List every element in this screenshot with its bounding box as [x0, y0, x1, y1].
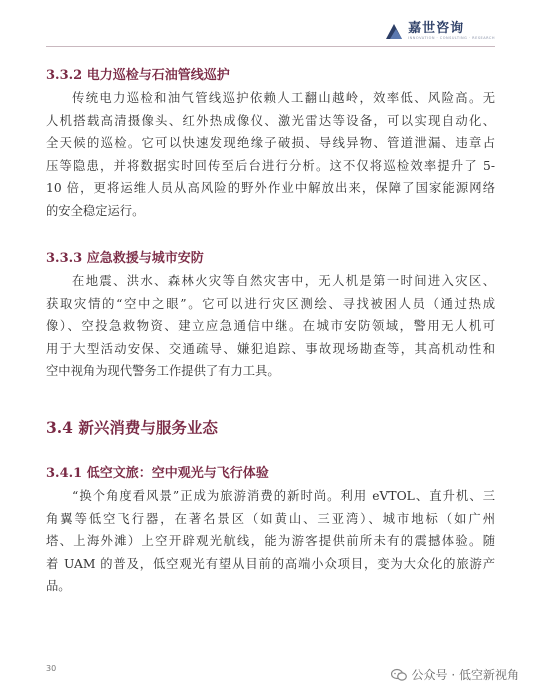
- text-line: 角翼等低空飞行器，在著名景区（如黄山、三亚湾）、城市地标（如广州: [46, 511, 495, 526]
- text-line: 用于大型活动安保、交通疏导、嫌犯追踪、事故现场勘查等，其高机动性和: [46, 341, 495, 356]
- text-line: 全天候的巡检。它可以快速发现绝缘子破损、导线异物、管道泄漏、违章占: [46, 136, 495, 151]
- logo-mark-icon: [385, 22, 403, 40]
- text-line: “换个角度看风景”正成为旅游消费的新时尚。利用 eVTOL、直升机、三: [72, 489, 495, 503]
- wechat-icon: [391, 668, 407, 682]
- text-line: 获取灾情的“空中之眼”。它可以进行灾区测绘、寻找被困人员（通过热成: [46, 296, 495, 311]
- header-divider: [46, 46, 495, 47]
- section-heading-3-4-1: 3.4.1 低空文旅：空中观光与飞行体验: [46, 466, 269, 481]
- logo-text-group: [408, 22, 495, 40]
- text-line: 传统电力巡检和油气管线巡护依赖人工翻山越岭，效率低、风险高。无: [72, 91, 495, 105]
- text-line: 的安全稳定运行。: [46, 203, 145, 218]
- paragraph-emergency-rescue: [46, 270, 495, 383]
- wechat-watermark: [391, 666, 519, 683]
- watermark-text: 公众号 · 低空新视角: [411, 668, 519, 682]
- text-line: 品。: [46, 579, 71, 594]
- text-line: 空中视角为现代警务工作提供了有力工具。: [46, 364, 280, 379]
- company-logo: [385, 22, 495, 40]
- logo-tagline: INNOVATION · CONSULTING · RESEARCH: [408, 36, 495, 40]
- paragraph-low-altitude-tourism: [46, 485, 495, 598]
- paragraph-power-inspection: [46, 87, 495, 223]
- text-line: 10 倍，更将运维人员从高风险的野外作业中解放出来，保障了国家能源网络: [46, 181, 495, 196]
- text-line: 在地震、洪水、森林火灾等自然灾害中，无人机是第一时间进入灾区、: [72, 274, 495, 288]
- page-header: [0, 0, 541, 50]
- section-heading-3-4: 3.4 新兴消费与服务业态: [46, 418, 218, 437]
- section-heading-3-3-3: 3.3.3 应急救援与城市安防: [46, 251, 204, 266]
- text-line: 着 UAM 的普及，低空观光有望从目前的高端小众项目，变为大众化的旅游产: [46, 556, 495, 571]
- section-heading-3-3-2: 3.3.2 电力巡检与石油管线巡护: [46, 68, 230, 83]
- text-line: 像）、空投急救物资、建立应急通信中继。在城市安防领域，警用无人机可: [46, 319, 495, 334]
- text-line: 人机搭载高清摄像头、红外热成像仪、激光雷达等设备，可以实现自动化、: [46, 113, 495, 128]
- logo-name: 嘉世咨询: [408, 21, 465, 36]
- text-line: 压等隐患，并将数据实时回传至后台进行分析。这不仅将巡检效率提升了 5-: [46, 158, 495, 173]
- text-line: 塔、上海外滩）上空开辟观光航线，能为游客提供前所未有的震撼体验。随: [46, 534, 495, 549]
- page-number: 30: [46, 664, 57, 673]
